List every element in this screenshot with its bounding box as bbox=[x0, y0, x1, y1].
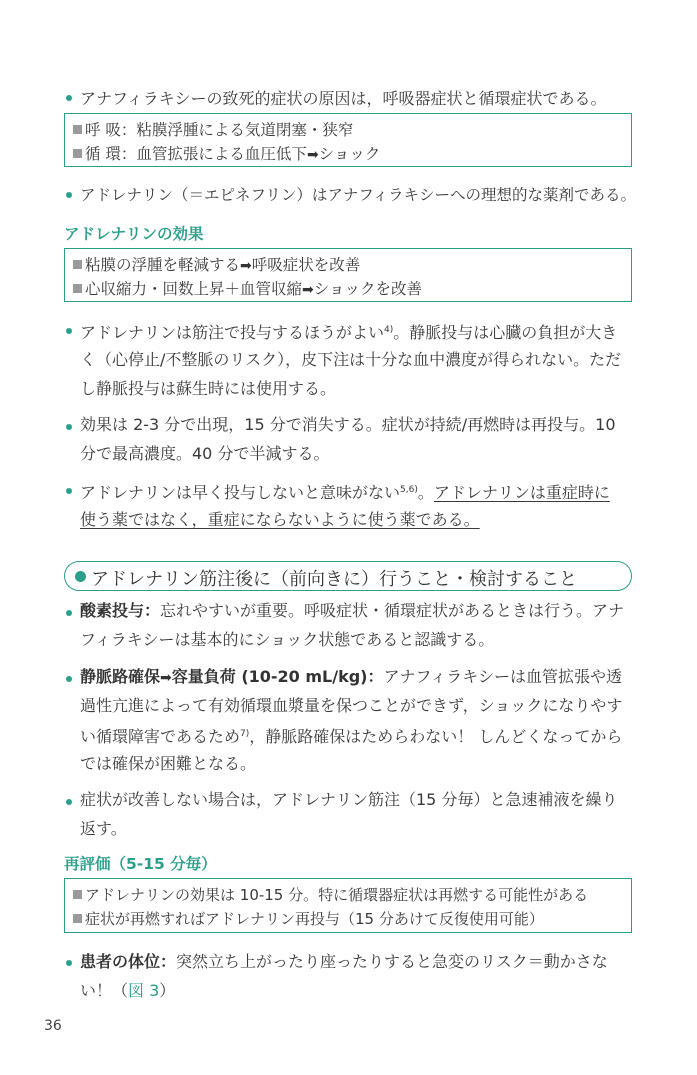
square-marker-icon bbox=[73, 914, 82, 923]
bullet-text-continued: フィラキシーは基本的にショック状態であると認識する。 bbox=[80, 630, 495, 649]
square-marker-icon bbox=[73, 890, 82, 899]
bullet-text-continued: 過性亢進によって有効循環血漿量を保つことができず，ショックになりやす bbox=[80, 696, 623, 715]
box-line: 粘膜の浮腫を軽減する➡呼吸症状を改善 bbox=[73, 253, 360, 275]
underlined-text: 使う薬ではなく，重症にならないように使う薬である。 bbox=[80, 510, 480, 529]
bullet-dot-icon bbox=[66, 960, 72, 966]
bullet-text-continued: い！（図 3） bbox=[80, 981, 176, 1000]
bullet-text: 患者の体位：突然立ち上がったり座ったりすると急変のリスク＝動かさな bbox=[80, 952, 608, 971]
bullet-text: 静脈路確保➡容量負荷 (10-20 mL/kg)：アナフィラキシーは血管拡張や透 bbox=[80, 667, 623, 686]
bullet-dot-icon bbox=[66, 799, 72, 805]
bullet-text-continued: し静脈投与は蘇生時には使用する。 bbox=[80, 379, 337, 398]
box-line: 心収縮力・回数上昇＋血管収縮➡ショックを改善 bbox=[73, 277, 422, 299]
bold-label: 酸素投与： bbox=[80, 601, 161, 620]
bullet-text: アナフィラキシーの致死的症状の原因は，呼吸器症状と循環症状である。 bbox=[80, 89, 607, 108]
bullet-text: アドレナリンは早く投与しないと意味がない$^{5,6)}$。アドレナリンは重症時に bbox=[80, 483, 610, 502]
right-arrow-icon: ➡ bbox=[302, 282, 314, 298]
bold-label: 患者の体位： bbox=[80, 952, 177, 971]
bold-label: 静脈路確保 bbox=[80, 667, 161, 686]
bullet-text-continued: 分で最高濃度。40 分で半減する。 bbox=[80, 444, 330, 463]
bullet-text-continued: では確保が困難となる。 bbox=[80, 754, 257, 773]
section-heading-pill bbox=[64, 561, 632, 591]
underlined-text: アドレナリンは重症時に bbox=[433, 483, 610, 502]
right-arrow-icon: ➡ bbox=[306, 147, 319, 163]
bullet-text: 効果は 2-3 分で出現，15 分で消失する。症状が持続/再燃時は再投与。10 bbox=[80, 415, 616, 434]
bullet-text: 症状が改善しない場合は，アドレナリン筋注（15 分毎）と急速補液を繰り bbox=[80, 790, 618, 809]
box-line: 症状が再燃すればアドレナリン再投与（15 分あけて反復使用可能） bbox=[73, 908, 544, 929]
reference-superscript: 4) bbox=[384, 325, 394, 335]
bullet-text-continued bbox=[80, 505, 480, 534]
subheading-reassessment: 再評価（5-15 分毎） bbox=[64, 855, 217, 873]
bold-label: 容量負荷 (10-20 mL/kg)： bbox=[171, 667, 384, 686]
bullet-text: アドレナリン（＝エピネフリン）はアナフィラキシーへの理想的な薬剤である。 bbox=[80, 186, 636, 204]
bullet-dot-icon bbox=[66, 95, 72, 101]
bullet-text-continued: い循環障害であるため$^{7)}$，静脈路確保はためらわない！ しんどくなってから bbox=[80, 727, 623, 746]
page-number: 36 bbox=[44, 1018, 62, 1034]
bullet-text-continued: 返す。 bbox=[80, 819, 127, 838]
square-marker-icon bbox=[73, 260, 82, 269]
bullet-dot-icon bbox=[66, 488, 72, 494]
bullet-text: 酸素投与：忘れやすいが重要。呼吸症状・循環症状があるときは行う。アナ bbox=[80, 601, 625, 620]
box-line: アドレナリンの効果は 10-15 分。特に循環器症状は再燃する可能性がある bbox=[73, 884, 588, 905]
info-box-effects bbox=[64, 248, 632, 302]
bullet-dot-icon bbox=[66, 328, 72, 334]
bullet-dot-icon bbox=[66, 192, 72, 198]
bullet-dot-icon bbox=[66, 424, 72, 430]
reference-superscript: 5,6) bbox=[400, 485, 418, 495]
bullet-text: アドレナリンは筋注で投与するほうがよい$^{4)}$。静脈投与は心臓の負担が大き bbox=[80, 323, 618, 342]
section-title: アドレナリン筋注後に（前向きに）行うこと・検討すること bbox=[91, 569, 577, 590]
box-line: 呼 吸：粘膜浮腫による気道閉塞・狭窄 bbox=[73, 118, 353, 140]
bullet-dot-icon bbox=[66, 610, 72, 616]
right-arrow-icon: ➡ bbox=[160, 670, 172, 686]
square-marker-icon bbox=[73, 125, 82, 134]
info-box-symptoms bbox=[64, 113, 632, 167]
bullet-text-continued: く（心停止/不整脈のリスク），皮下注は十分な血中濃度が得られない。ただ bbox=[80, 350, 622, 369]
info-box-reassessment bbox=[64, 878, 632, 933]
right-arrow-icon: ➡ bbox=[240, 258, 252, 274]
square-marker-icon bbox=[73, 149, 82, 158]
square-marker-icon bbox=[73, 284, 82, 293]
section-dot-icon bbox=[75, 571, 86, 582]
bullet-dot-icon bbox=[66, 676, 72, 682]
figure-reference-link[interactable]: 図 3 bbox=[128, 981, 160, 1000]
box-line: 循 環：血管拡張による血圧低下➡ショック bbox=[73, 142, 380, 164]
reference-superscript: 7) bbox=[240, 729, 250, 739]
subheading-adrenaline-effects: アドレナリンの効果 bbox=[64, 225, 204, 243]
